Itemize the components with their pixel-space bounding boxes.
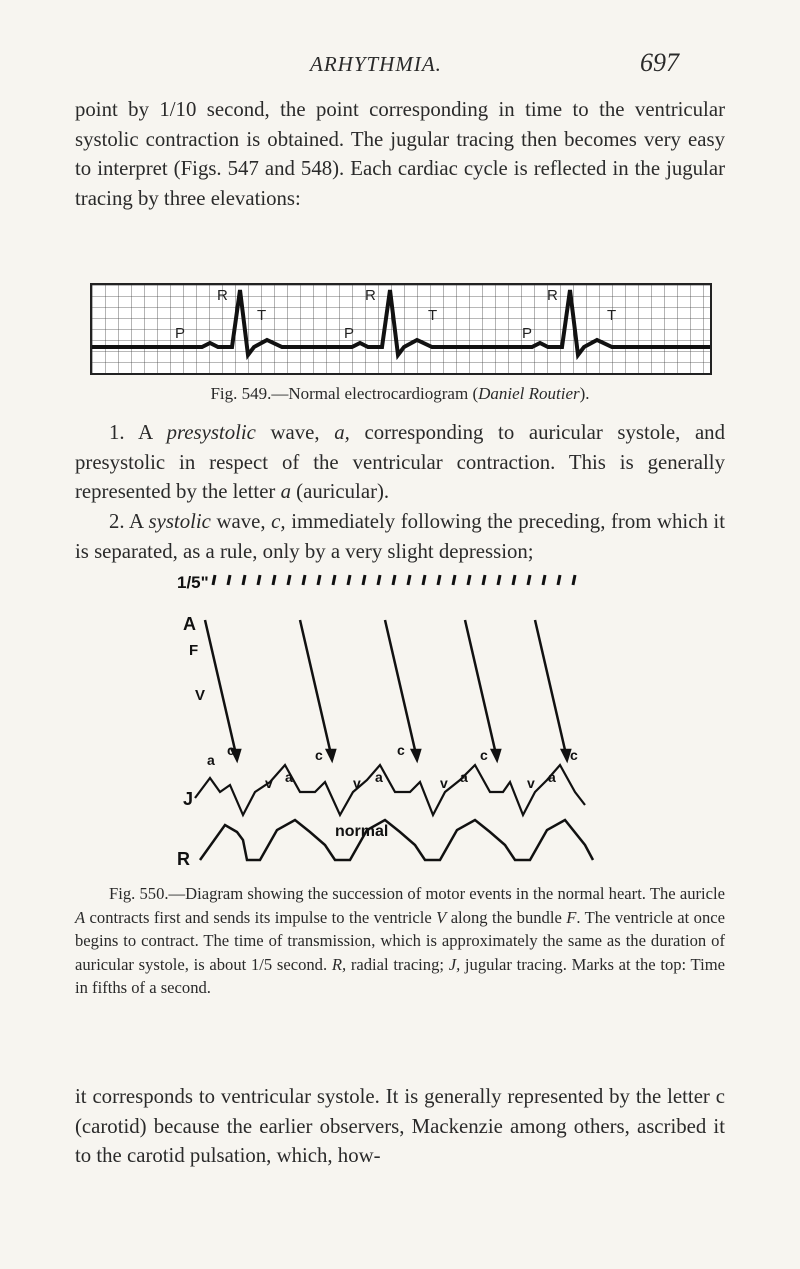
motor-events-diagram [175,560,615,870]
wave-label-c: c [570,747,578,763]
wave-label-v: v [265,775,273,791]
time-marks [213,575,575,585]
wave-label-a: a [548,769,556,785]
wave-label-a: a [285,769,293,785]
time-label: 1/5" [177,573,209,592]
ecg-label-r: R [217,287,228,304]
wave-label-v: v [440,775,448,791]
wave-label-c: c [397,742,405,758]
wave-label-c: c [227,742,235,758]
label-r: R [177,849,190,869]
ecg-label-t: T [428,307,438,324]
wave-label-a: a [207,752,215,768]
ecg-label-r: R [365,287,376,304]
caption-text: Fig. 549.—Normal electrocardiogram ( [210,384,479,403]
ecg-label-p: P [344,325,355,342]
ecg-label-p: P [175,325,186,342]
paragraph-text: it corresponds to ventricular systole. It is generally represented by the letter c (carotid) because the earlier observers, Mackenzie among others, ascribed it to the carotid pulsation, which, how- [75,1085,725,1167]
ecg-label-p: P [522,325,533,342]
ecg-label-t: T [257,307,267,324]
list-item-2 [75,507,725,566]
list-item-text: 1. A presystolic wave, a, corresponding to auricular systole, and presystolic in respect of the ventricular contraction. This is generally represented by the letter a (auricular). [75,421,725,503]
caption-author: Daniel Routier [478,384,580,403]
wave-label-v: v [353,775,361,791]
radial-tracing [200,820,593,860]
wave-label-a: a [375,769,383,785]
figure-549-caption [0,384,800,404]
wave-label-c: c [315,747,323,763]
ecg-figure [90,283,712,375]
label-a: A [183,614,196,634]
page-number: 697 [640,48,679,77]
list-item-1 [75,418,725,507]
caption-text: ). [579,384,590,403]
label-f: F [189,642,199,659]
ecg-label-t: T [607,307,617,324]
running-header: ARHYTHMIA. [310,52,442,76]
figure-550-caption: Fig. 550.—Diagram showing the succession of motor events in the normal heart. The auricle A contracts first and sends its impulse to the ventricle V along the bundle F. The ventricle at once begins to contract. The time of transmission, which is approximately the same as the duration of auricular systole, is about 1/5 second. R, radial tracing; J, jugular tracing. Marks at the top: Time in fifths of a second. [75,884,725,997]
wave-label-a: a [460,769,468,785]
ecg-label-r: R [547,287,558,304]
wave-label-v: v [527,775,535,791]
body-paragraph-last [75,1082,725,1171]
normal-label: normal [335,823,389,840]
label-j: J [183,789,194,809]
motor-events-svg [175,560,615,870]
conduction-lines [205,620,570,760]
label-v: V [195,687,206,704]
paragraph-text: point by 1/10 second, the point corresponding in time to the ventricular systolic contraction is obtained. The jugular tracing then becomes very easy to interpret (Figs. 547 and 548). Each cardiac cycle is reflected in the jugular tracing by three elevations: [75,98,725,210]
wave-label-c: c [480,747,488,763]
list-item-text: 2. A systolic wave, c, immediately following the preceding, from which it is separated, as a rule, only by a very slight depression; [75,510,725,563]
body-paragraph-1 [75,95,725,213]
